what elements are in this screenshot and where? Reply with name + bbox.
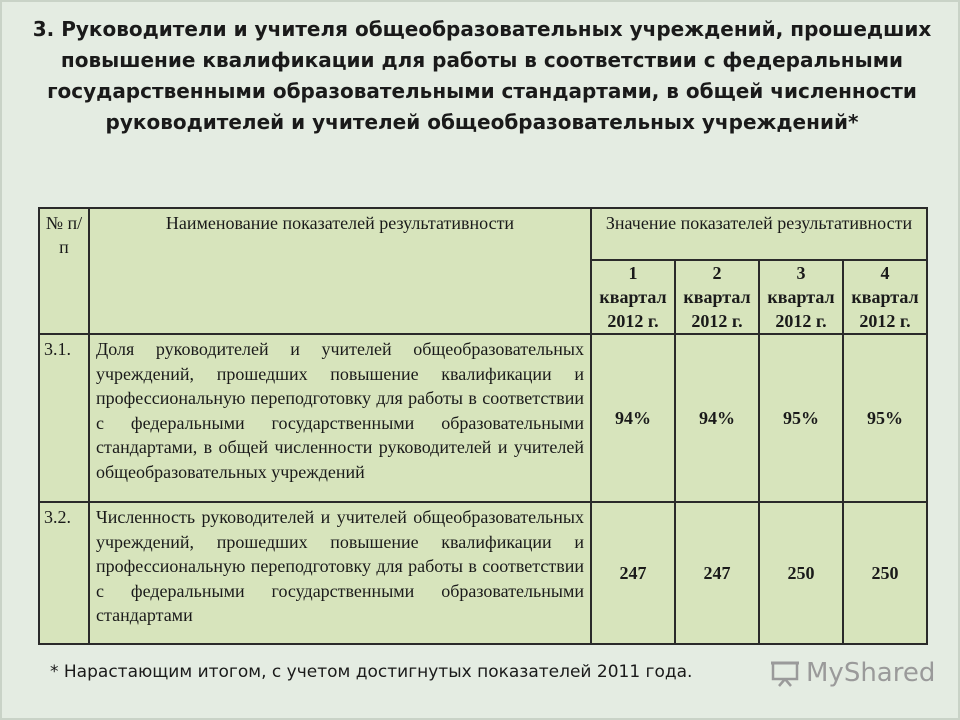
row-value-q2: 94% — [675, 334, 759, 502]
row-value-q1: 247 — [591, 502, 675, 644]
header-name: Наименование показателей результативности — [89, 208, 591, 334]
watermark-logo — [770, 658, 935, 688]
row-value-q4: 95% — [843, 334, 927, 502]
row-name: Доля руководителей и учителей общеобразовательных учреждений, прошедших повышение квалификации и профессиональную переподготовку для работы в соответствии с федеральными государственными образовательными стандартами, в общей численности руководителей и учителей общеобразовательных учреждений — [89, 334, 591, 502]
row-value-q3: 95% — [759, 334, 843, 502]
row-value-q2: 247 — [675, 502, 759, 644]
row-name: Численность руководителей и учителей общеобразовательных учреждений, прошедших повышение квалификации и профессиональную переподготовку для работы в соответствии с федеральными государственными образовательными стандартами — [89, 502, 591, 644]
row-value-q1: 94% — [591, 334, 675, 502]
table-row — [39, 502, 927, 644]
row-value-q4: 250 — [843, 502, 927, 644]
table-row — [39, 334, 927, 502]
watermark-text: MyShared — [806, 658, 936, 688]
presentation-icon — [770, 659, 800, 687]
row-num: 3.1. — [39, 334, 89, 502]
header-quarter-2: 2 квартал 2012 г. — [675, 260, 759, 334]
footnote: * Нарастающим итогом, с учетом достигнутых показателей 2011 года. — [50, 662, 693, 682]
row-num: 3.2. — [39, 502, 89, 644]
header-quarter-1: 1 квартал 2012 г. — [591, 260, 675, 334]
header-num: № п/п — [39, 208, 89, 334]
header-quarter-3: 3 квартал 2012 г. — [759, 260, 843, 334]
indicators-table-wrap — [38, 207, 926, 645]
table-header-row — [39, 208, 927, 260]
row-value-q3: 250 — [759, 502, 843, 644]
header-values-group: Значение показателей результативности — [591, 208, 927, 260]
indicators-table — [38, 207, 928, 645]
slide-title: 3. Руководители и учителя общеобразовательных учреждений, прошедших повышение квалификации для работы в соответствии с федеральными государственными образовательными стандартами, в общей численности руководителей и учителей общеобразовательных учреждений* — [32, 17, 932, 134]
header-quarter-4: 4 квартал 2012 г. — [843, 260, 927, 334]
